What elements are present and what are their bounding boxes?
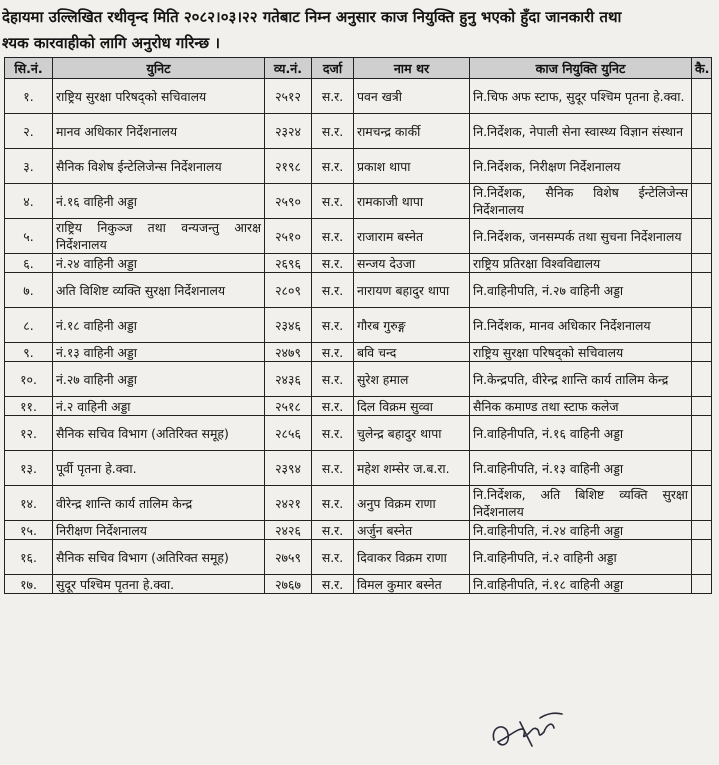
rank-cell: स.र. <box>312 114 354 149</box>
table-row <box>5 79 712 114</box>
serial-cell: १. <box>5 79 53 114</box>
remarks-cell <box>692 521 712 540</box>
rank-cell: स.र. <box>312 521 354 540</box>
deployment-unit-cell: नि.निर्देशक, अति बिशिष्ट व्यक्ति सुरक्षा निर्देशनालय <box>470 486 692 521</box>
unit-cell: अति विशिष्ट व्यक्ति सुरक्षा निर्देशनालय <box>53 273 265 308</box>
table-row <box>5 521 712 540</box>
deployment-unit-cell: सैनिक कमाण्ड तथा स्टाफ कलेज <box>470 397 692 416</box>
personal-number-cell: २४२६ <box>265 521 312 540</box>
remarks-cell <box>692 416 712 451</box>
remarks-cell <box>692 273 712 308</box>
header-remarks: कै. <box>692 58 712 79</box>
serial-cell: ४. <box>5 184 53 219</box>
name-cell: गौरब गुरुङ्ग <box>354 308 470 343</box>
serial-cell: १५. <box>5 521 53 540</box>
name-cell: अर्जुन बस्नेत <box>354 521 470 540</box>
name-cell: राजाराम बस्नेत <box>354 219 470 254</box>
name-cell: सन्जय देउजा <box>354 254 470 273</box>
deployment-unit-cell: नि.वाहिनीपति, नं.१६ वाहिनी अड्डा <box>470 416 692 451</box>
serial-cell: ९. <box>5 343 53 362</box>
unit-cell: राष्ट्रिय सुरक्षा परिषद्को सचिवालय <box>53 79 265 114</box>
header-personal-number: व्य.नं. <box>265 58 312 79</box>
table-body <box>5 79 712 594</box>
table-row <box>5 308 712 343</box>
unit-cell: नं.१६ वाहिनी अड्डा <box>53 184 265 219</box>
serial-cell: ६. <box>5 254 53 273</box>
remarks-cell <box>692 79 712 114</box>
rank-cell: स.र. <box>312 397 354 416</box>
unit-cell: नं.१३ वाहिनी अड्डा <box>53 343 265 362</box>
personal-number-cell: २८०९ <box>265 273 312 308</box>
unit-cell: नं.२७ वाहिनी अड्डा <box>53 362 265 397</box>
unit-cell: सैनिक विशेष ईन्टेलिजेन्स निर्देशनालय <box>53 149 265 184</box>
personal-number-cell: २३९४ <box>265 451 312 486</box>
remarks-cell <box>692 219 712 254</box>
intro-text <box>2 4 717 56</box>
header-row <box>5 58 712 79</box>
intro-line-2: श्यक कारवाहीको लागि अनुरोध गरिन्छ । <box>2 34 221 52</box>
unit-cell: वीरेन्द्र शान्ति कार्य तालिम केन्द्र <box>53 486 265 521</box>
personal-number-cell: २६९६ <box>265 254 312 273</box>
serial-cell: २. <box>5 114 53 149</box>
rank-cell: स.र. <box>312 575 354 594</box>
deployment-table <box>4 57 712 594</box>
rank-cell: स.र. <box>312 184 354 219</box>
personal-number-cell: २५९० <box>265 184 312 219</box>
table-row <box>5 416 712 451</box>
serial-cell: १४. <box>5 486 53 521</box>
name-cell: दिल विक्रम सुव्वा <box>354 397 470 416</box>
personal-number-cell: २१९८ <box>265 149 312 184</box>
name-cell: दिवाकर विक्रम राणा <box>354 540 470 575</box>
remarks-cell <box>692 149 712 184</box>
remarks-cell <box>692 397 712 416</box>
rank-cell: स.र. <box>312 308 354 343</box>
deployment-unit-cell: नि.केन्द्रपति, वीरेन्द्र शान्ति कार्य तालिम केन्द्र <box>470 362 692 397</box>
name-cell: प्रकाश थापा <box>354 149 470 184</box>
remarks-cell <box>692 184 712 219</box>
deployment-unit-cell: नि.निर्देशक, जनसम्पर्क तथा सुचना निर्देशनालय <box>470 219 692 254</box>
table-row <box>5 362 712 397</box>
rank-cell: स.र. <box>312 362 354 397</box>
table-row <box>5 254 712 273</box>
remarks-cell <box>692 254 712 273</box>
header-rank: दर्जा <box>312 58 354 79</box>
header-deployment-unit: काज नियुक्ति युनिट <box>470 58 692 79</box>
deployment-unit-cell: नि.निर्देशक, नेपाली सेना स्वास्थ्य विज्ञान संस्थान <box>470 114 692 149</box>
unit-cell: मानव अधिकार निर्देशनालय <box>53 114 265 149</box>
personal-number-cell: २५१८ <box>265 397 312 416</box>
personal-number-cell: २३४६ <box>265 308 312 343</box>
rank-cell: स.र. <box>312 486 354 521</box>
personal-number-cell: २७५९ <box>265 540 312 575</box>
deployment-unit-cell: नि.निर्देशक, सैनिक विशेष ईन्टेलिजेन्स निर्देशनालय <box>470 184 692 219</box>
serial-cell: १३. <box>5 451 53 486</box>
name-cell: विमल कुमार बस्नेत <box>354 575 470 594</box>
rank-cell: स.र. <box>312 451 354 486</box>
personal-number-cell: २४३६ <box>265 362 312 397</box>
table-row <box>5 343 712 362</box>
deployment-unit-cell: नि.वाहिनीपति, नं.१८ वाहिनी अड्डा <box>470 575 692 594</box>
personal-number-cell: २७६७ <box>265 575 312 594</box>
table-row <box>5 397 712 416</box>
header-unit: युनिट <box>53 58 265 79</box>
table-row <box>5 575 712 594</box>
table-row <box>5 451 712 486</box>
name-cell: महेश शम्सेर ज.ब.रा. <box>354 451 470 486</box>
remarks-cell <box>692 486 712 521</box>
serial-cell: १०. <box>5 362 53 397</box>
remarks-cell <box>692 343 712 362</box>
unit-cell: पूर्वी पृतना हे.क्वा. <box>53 451 265 486</box>
table-row <box>5 486 712 521</box>
deployment-unit-cell: नि.निर्देशक, निरीक्षण निर्देशनालय <box>470 149 692 184</box>
rank-cell: स.र. <box>312 254 354 273</box>
serial-cell: ३. <box>5 149 53 184</box>
unit-cell: सैनिक सचिव विभाग (अतिरिक्त समूह) <box>53 416 265 451</box>
remarks-cell <box>692 575 712 594</box>
rank-cell: स.र. <box>312 416 354 451</box>
name-cell: चुलेन्द्र बहादुर थापा <box>354 416 470 451</box>
deployment-unit-cell: नि.वाहिनीपति, नं.२७ वाहिनी अड्डा <box>470 273 692 308</box>
name-cell: नारायण बहादुर थापा <box>354 273 470 308</box>
remarks-cell <box>692 114 712 149</box>
unit-cell: नं.२ वाहिनी अड्डा <box>53 397 265 416</box>
header-name: नाम थर <box>354 58 470 79</box>
unit-cell: नं.१८ वाहिनी अड्डा <box>53 308 265 343</box>
personal-number-cell: २३२४ <box>265 114 312 149</box>
remarks-cell <box>692 451 712 486</box>
name-cell: रामकाजी थापा <box>354 184 470 219</box>
table-row <box>5 273 712 308</box>
serial-cell: १२. <box>5 416 53 451</box>
rank-cell: स.र. <box>312 273 354 308</box>
unit-cell: सैनिक सचिव विभाग (अतिरिक्त समूह) <box>53 540 265 575</box>
deployment-unit-cell: नि.वाहिनीपति, नं.२४ वाहिनी अड्डा <box>470 521 692 540</box>
deployment-unit-cell: नि.वाहिनीपति, नं.१३ वाहिनी अड्डा <box>470 451 692 486</box>
rank-cell: स.र. <box>312 149 354 184</box>
rank-cell: स.र. <box>312 343 354 362</box>
table-row <box>5 184 712 219</box>
serial-cell: ११. <box>5 397 53 416</box>
name-cell: पवन खत्री <box>354 79 470 114</box>
name-cell: सुरेश हमाल <box>354 362 470 397</box>
name-cell: रामचन्द्र कार्की <box>354 114 470 149</box>
table-row <box>5 114 712 149</box>
table-row <box>5 149 712 184</box>
rank-cell: स.र. <box>312 540 354 575</box>
deployment-unit-cell: नि.निर्देशक, मानव अधिकार निर्देशनालय <box>470 308 692 343</box>
unit-cell: सुदूर पश्चिम पृतना हे.क्वा. <box>53 575 265 594</box>
serial-cell: १६. <box>5 540 53 575</box>
deployment-unit-cell: राष्ट्रिय सुरक्षा परिषद्को सचिवालय <box>470 343 692 362</box>
name-cell: बवि चन्द <box>354 343 470 362</box>
serial-cell: ७. <box>5 273 53 308</box>
serial-cell: ५. <box>5 219 53 254</box>
table-row <box>5 540 712 575</box>
header-serial: सि.नं. <box>5 58 53 79</box>
unit-cell: निरीक्षण निर्देशनालय <box>53 521 265 540</box>
deployment-unit-cell: नि.चिफ अफ स्टाफ, सुदूर पश्चिम पृतना हे.क्वा. <box>470 79 692 114</box>
deployment-unit-cell: नि.वाहिनीपति, नं.२ वाहिनी अड्डा <box>470 540 692 575</box>
deployment-unit-cell: राष्ट्रिय प्रतिरक्षा विश्वविद्यालय <box>470 254 692 273</box>
personal-number-cell: २४२१ <box>265 486 312 521</box>
signature-mark <box>480 696 570 756</box>
intro-line-1: देहायमा उल्लिखित रथीवृन्द मिति २०८२।०३।२२ गतेबाट निम्न अनुसार काज नियुक्ति हुनु भएको हुँदा जानकारी तथा <box>2 8 622 26</box>
personal-number-cell: २५१२ <box>265 79 312 114</box>
unit-cell: नं.२४ वाहिनी अड्डा <box>53 254 265 273</box>
remarks-cell <box>692 362 712 397</box>
remarks-cell <box>692 308 712 343</box>
personal-number-cell: २५१० <box>265 219 312 254</box>
rank-cell: स.र. <box>312 79 354 114</box>
serial-cell: ८. <box>5 308 53 343</box>
rank-cell: स.र. <box>312 219 354 254</box>
table-row <box>5 219 712 254</box>
unit-cell: राष्ट्रिय निकुञ्ज तथा वन्यजन्तु आरक्ष निर्देशनालय <box>53 219 265 254</box>
table-header <box>5 58 712 79</box>
serial-cell: १७. <box>5 575 53 594</box>
remarks-cell <box>692 540 712 575</box>
name-cell: अनुप विक्रम राणा <box>354 486 470 521</box>
personal-number-cell: २८५६ <box>265 416 312 451</box>
personal-number-cell: २४७९ <box>265 343 312 362</box>
